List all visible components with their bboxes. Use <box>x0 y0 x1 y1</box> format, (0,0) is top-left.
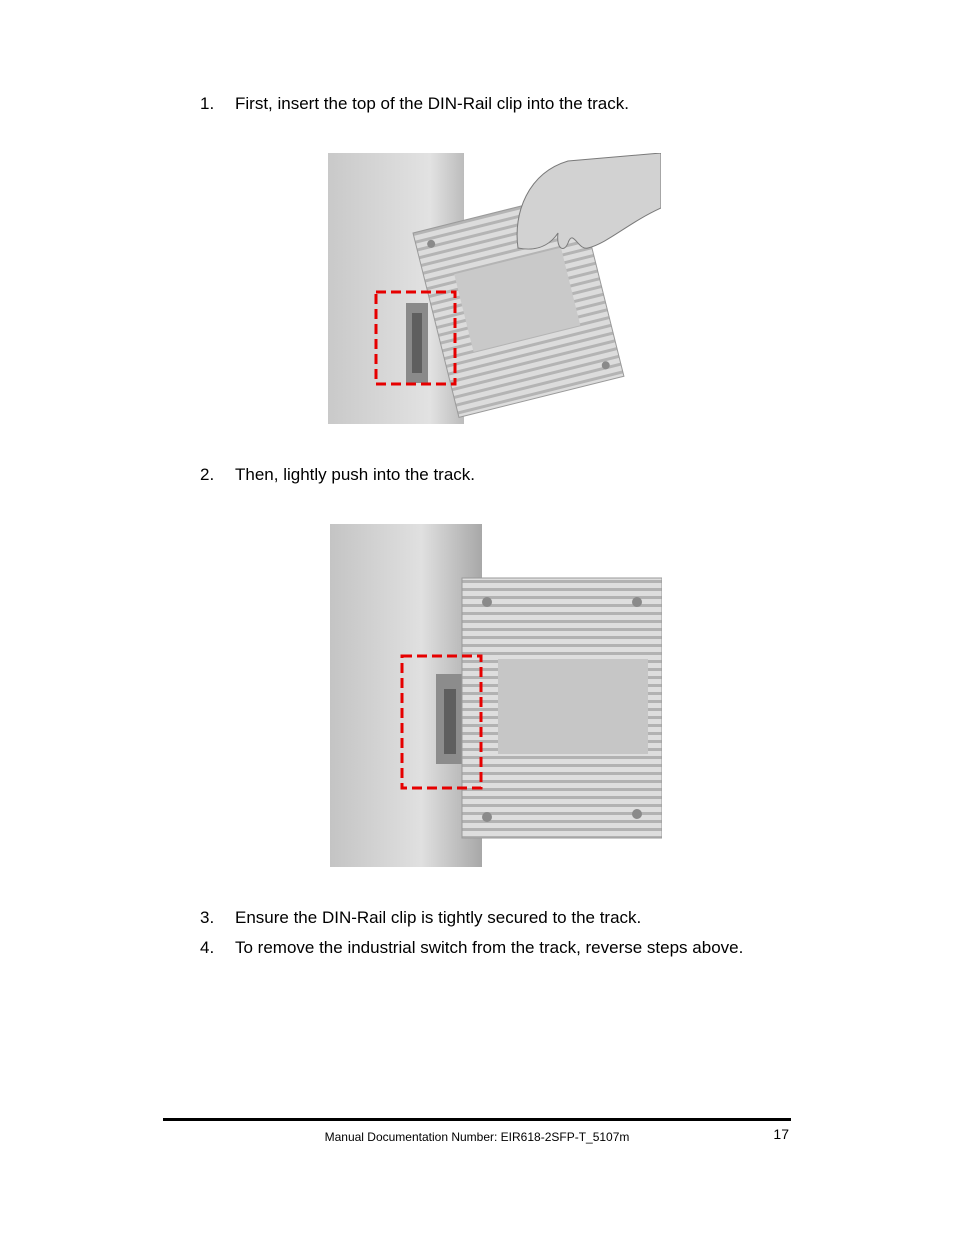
step-text: First, insert the top of the DIN-Rail clip into the track. <box>235 94 629 113</box>
step-number: 1. <box>200 94 215 113</box>
step-text: Ensure the DIN-Rail clip is tightly secured to the track. <box>235 908 642 927</box>
footer-doc-number: Manual Documentation Number: EIR618-2SFP-T_5107m <box>324 1130 630 1144</box>
step-number: 3. <box>200 908 215 927</box>
step-text: Then, lightly push into the track. <box>235 465 476 484</box>
step-3 <box>200 908 641 928</box>
step-number: 2. <box>200 465 215 484</box>
step-4 <box>200 938 743 958</box>
step-1 <box>200 94 629 114</box>
step-number: 4. <box>200 938 215 957</box>
footer-divider <box>163 1118 791 1121</box>
photo-insert-clip <box>328 153 661 424</box>
page-number: 17 <box>773 1126 789 1142</box>
step-2 <box>200 465 475 485</box>
photo-push-into-track <box>328 524 662 867</box>
step-text: To remove the industrial switch from the track, reverse steps above. <box>235 938 744 957</box>
